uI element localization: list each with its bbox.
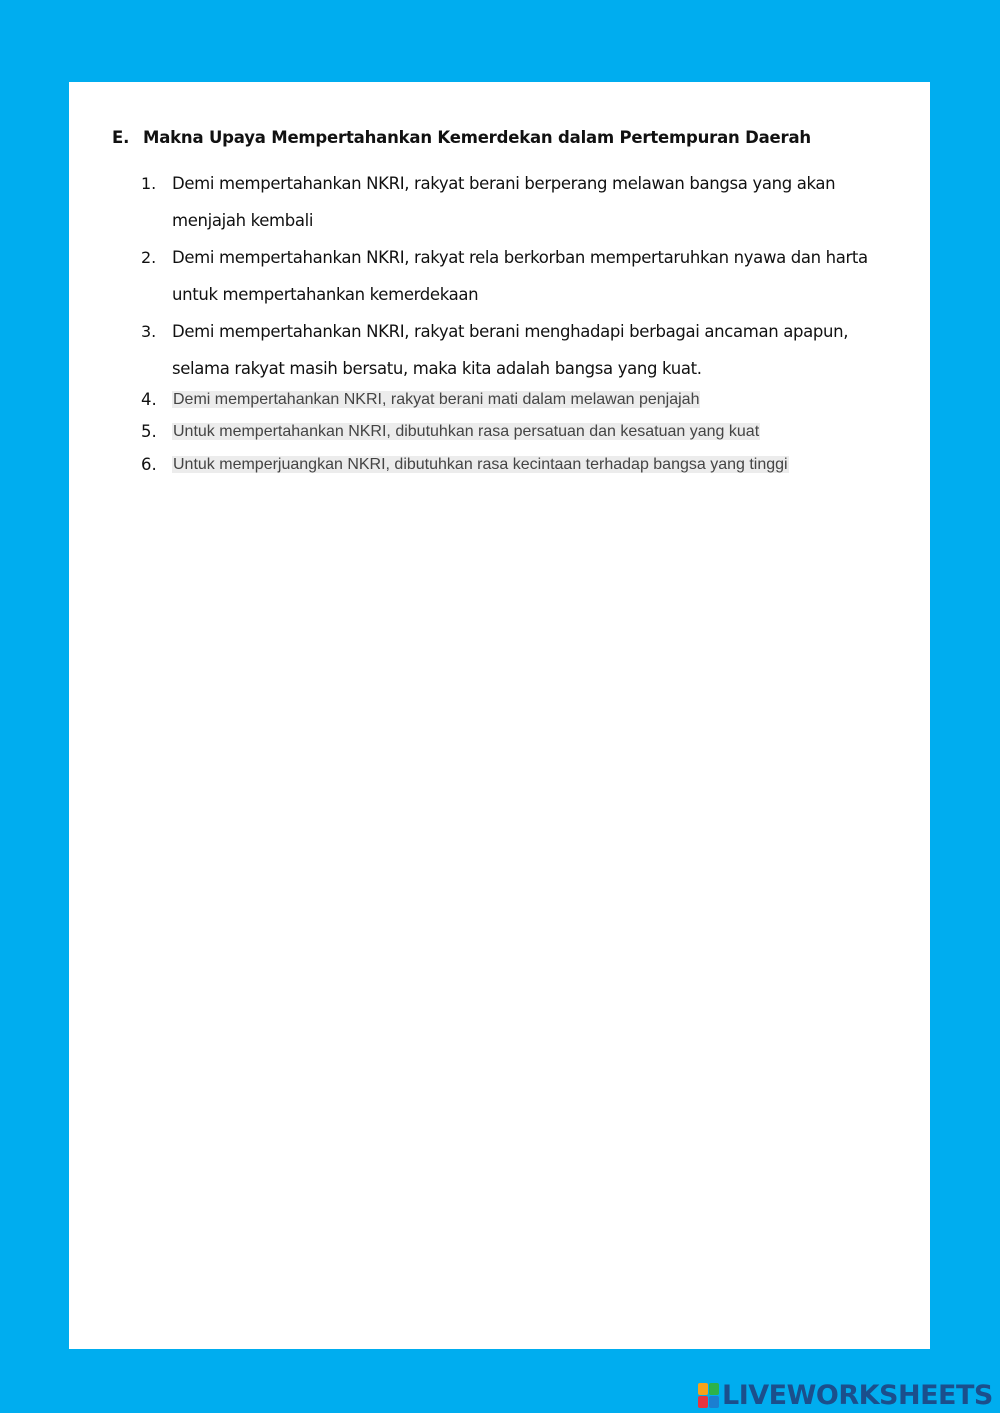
liveworksheets-logo	[698, 1380, 993, 1411]
item-number: 1.	[141, 174, 157, 193]
section-heading	[112, 128, 811, 147]
item-text: Demi mempertahankan NKRI, rakyat rela berkorban mempertaruhkan nyawa dan harta untuk mempertahankan kemerdekaan	[172, 248, 868, 304]
section-letter: E.	[112, 128, 130, 147]
section-title: Makna Upaya Mempertahankan Kemerdekan dalam Pertempuran Daerah	[143, 128, 811, 147]
item-text: Demi mempertahankan NKRI, rakyat berani berperang melawan bangsa yang akan menjajah kembali	[172, 174, 836, 230]
item-number: 4.	[141, 390, 157, 409]
answer-text: Untuk mempertahankan NKRI, dibutuhkan rasa persatuan dan kesatuan yang kuat	[173, 423, 760, 440]
worksheet-page	[69, 82, 930, 1349]
item-number: 2.	[141, 248, 157, 267]
item-number: 3.	[141, 322, 157, 341]
item-text: Demi mempertahankan NKRI, rakyat berani menghadapi berbagai ancaman apapun, selama rakyat masih bersatu, maka kita adalah bangsa yang kuat.	[172, 322, 849, 378]
logo-mark-icon	[698, 1383, 720, 1409]
answer-text: Demi mempertahankan NKRI, rakyat berani mati dalam melawan penjajah	[173, 391, 700, 408]
item-number: 5.	[141, 422, 157, 441]
answer-text: Untuk memperjuangkan NKRI, dibutuhkan rasa kecintaan terhadap bangsa yang tinggi	[173, 456, 788, 473]
item-number: 6.	[141, 455, 157, 474]
logo-wordmark: LIVEWORKSHEETS	[722, 1380, 993, 1411]
